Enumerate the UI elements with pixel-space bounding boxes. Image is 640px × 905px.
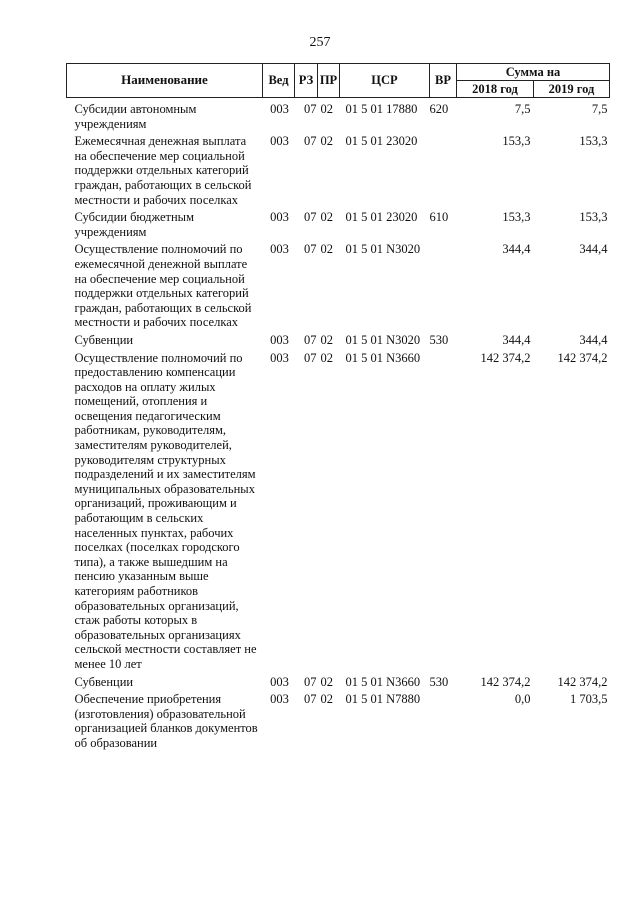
table-row [67,692,610,753]
row-ved: 003 [270,674,289,689]
row-csr: 01 5 01 17880 [345,102,418,116]
row-pr: 02 [320,692,333,707]
row-amount-2019: 344,4 [579,332,608,347]
table-row [67,333,610,351]
table-body [67,98,610,754]
row-name: Осуществление полномочий по предоставлению компенсации расходов на оплату жилых помещений, отопления и освещения педагогическим работникам, руководителям, заместителям руководителей, руководителям структурных подразделений и их заместителям муниципальных образовательных организаций, проживающим и работающим в сельских населенных пунктах, рабочих поселках (поселках городского типа), а также вышедшим на пенсию указанным выше категориям работников образовательных организаций, стаж работы которых в образовательных организациях сельской местности составляет не менее 10 лет [74,350,257,671]
row-rz: 07 [304,210,317,225]
header-vr: ВР [430,64,457,98]
row-vr [430,134,457,210]
row-rz: 07 [304,692,317,707]
row-amount-2019: 344,4 [579,242,608,257]
row-vr [430,242,457,333]
row-pr: 02 [320,332,333,347]
row-amount-2019: 1 703,5 [570,692,608,707]
row-ved: 003 [270,102,289,116]
row-amount-2018: 153,3 [502,210,531,225]
header-csr: ЦСР [340,64,430,98]
row-pr: 02 [320,674,333,689]
row-rz: 07 [304,134,317,149]
row-amount-2018: 142 374,2 [480,674,531,689]
row-amount-2018: 344,4 [502,332,531,347]
row-csr: 01 5 01 N3660 [345,674,421,689]
row-name: Субсидии автономным учреждениям [74,102,197,131]
row-vr [430,692,457,753]
row-csr: 01 5 01 23020 [345,210,418,225]
row-vr: 530 [429,674,449,689]
row-rz: 07 [304,332,317,347]
row-amount-2018: 0,0 [514,692,531,707]
budget-table [66,63,610,754]
row-rz: 07 [304,674,317,689]
row-vr: 610 [429,210,449,225]
row-ved: 003 [270,332,289,347]
row-csr: 01 5 01 N7880 [345,692,421,707]
row-pr: 02 [320,134,333,149]
row-name: Осуществление полномочий по ежемесячной денежной выплате на обеспечение мер социальной поддержки отдельных категорий граждан, работающих в сельской местности и рабочих поселках [74,242,252,330]
row-name: Субсидии бюджетным учреждениям [74,210,194,239]
table-row [67,675,610,693]
table-header [67,64,610,98]
header-ved: Вед [263,64,295,98]
row-name: Ежемесячная денежная выплата на обеспечение мер социальной поддержки отдельных категорий граждан, работающих в сельской местности и рабочих поселках [74,134,252,207]
row-amount-2018: 153,3 [502,134,531,149]
row-ved: 003 [270,692,289,707]
row-vr: 620 [429,102,449,116]
header-year-2019: 2019 год [534,81,610,98]
page-number: 257 [309,35,331,50]
row-name: Субвенции [74,674,134,689]
row-amount-2018: 344,4 [502,242,531,257]
row-pr: 02 [320,242,333,257]
header-pr: ПР [318,64,340,98]
row-rz: 07 [304,242,317,257]
row-amount-2019: 7,5 [591,102,608,116]
row-rz: 07 [304,102,317,116]
row-pr: 02 [320,102,333,116]
row-ved: 003 [270,210,289,225]
row-ved: 003 [270,350,289,365]
row-ved: 003 [270,242,289,257]
row-csr: 01 5 01 N3020 [345,332,421,347]
row-ved: 003 [270,134,289,149]
row-amount-2018: 142 374,2 [480,350,531,365]
table-row [67,242,610,333]
row-amount-2019: 142 374,2 [557,674,608,689]
row-csr: 01 5 01 N3020 [345,242,421,257]
table-row [67,98,610,135]
row-vr [430,351,457,675]
row-name: Субвенции [74,332,134,347]
row-amount-2019: 142 374,2 [557,350,608,365]
header-year-2018: 2018 год [457,81,534,98]
row-amount-2018: 7,5 [514,102,531,116]
row-pr: 02 [320,210,333,225]
row-pr: 02 [320,350,333,365]
row-amount-2019: 153,3 [579,134,608,149]
row-vr: 530 [429,332,449,347]
row-rz: 07 [304,350,317,365]
header-name: Наименование [67,64,263,98]
table-row [67,210,610,242]
row-name: Обеспечение приобретения (изготовления) образовательной организацией бланков документов об образовании [74,692,258,750]
table-row [67,351,610,675]
row-csr: 01 5 01 N3660 [345,350,421,365]
row-csr: 01 5 01 23020 [345,134,418,149]
row-amount-2019: 153,3 [579,210,608,225]
table-row [67,134,610,210]
header-rz: РЗ [295,64,318,98]
header-sum: Сумма на [457,64,610,81]
